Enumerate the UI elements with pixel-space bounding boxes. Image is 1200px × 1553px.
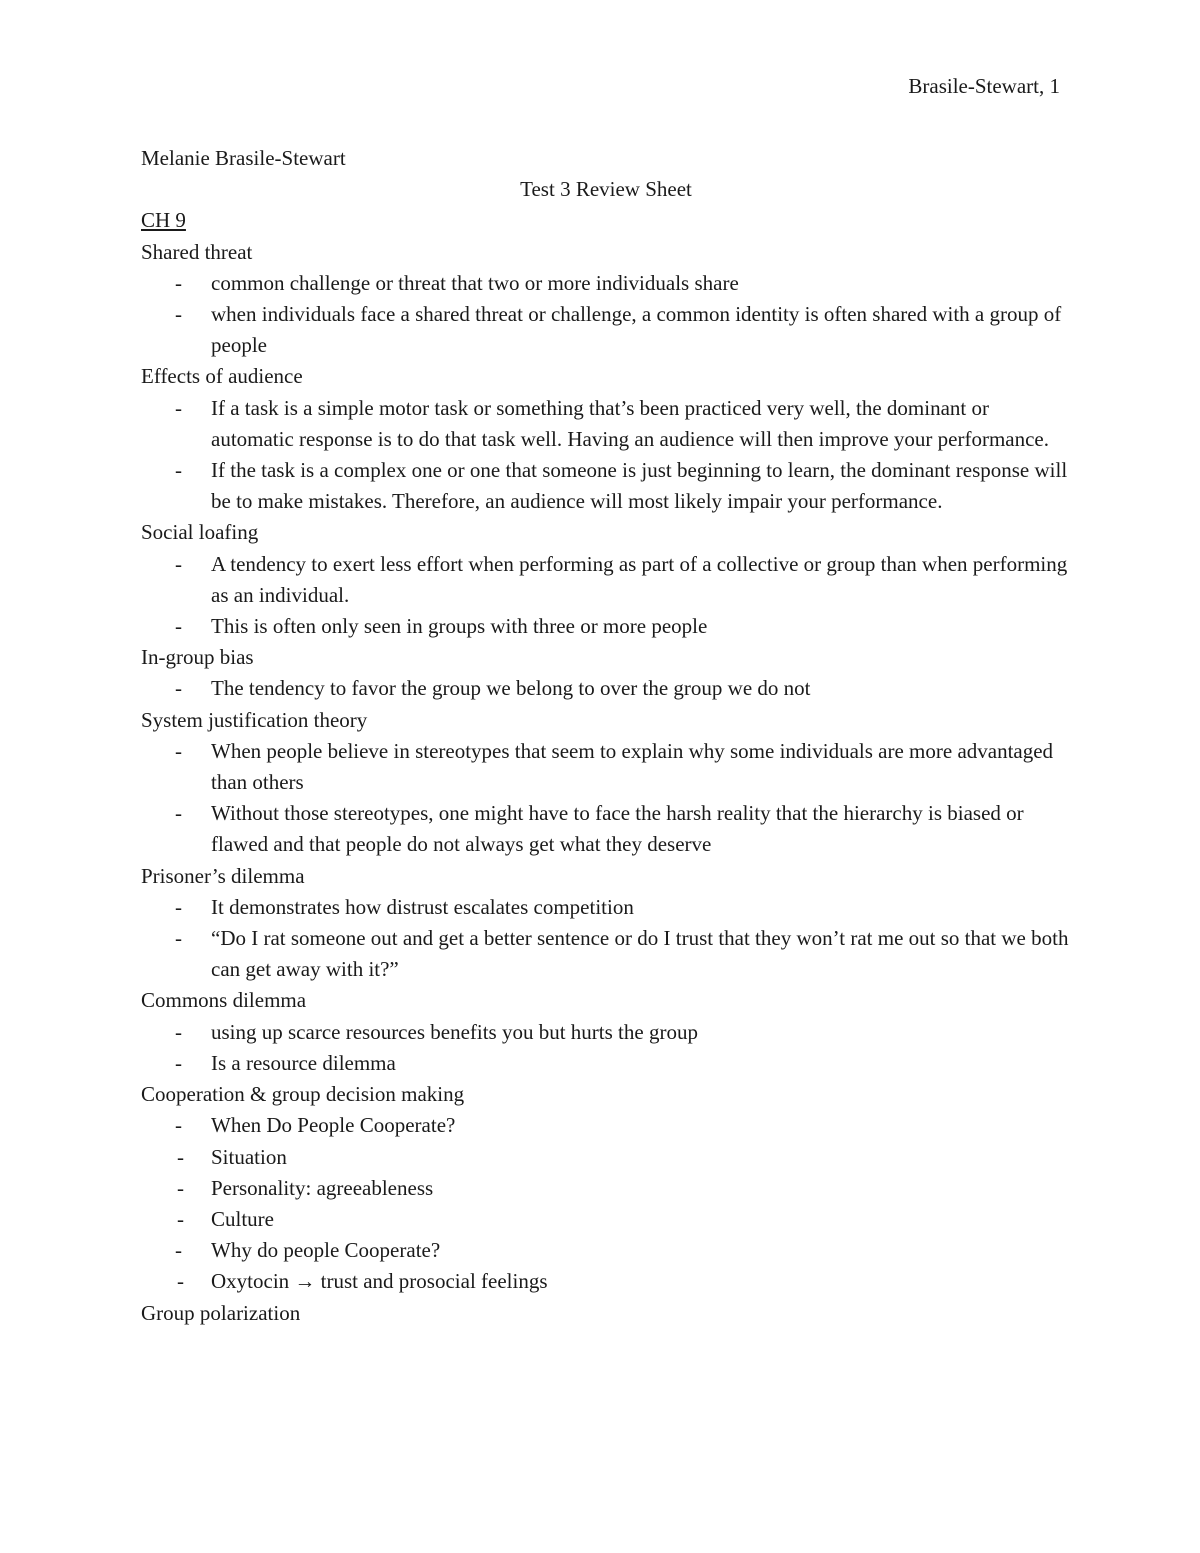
topic-heading: System justification theory (141, 707, 368, 732)
bullet-list (141, 1110, 1071, 1297)
bullet-dash: - (175, 395, 182, 420)
bullet-text: When Do People Cooperate? (211, 1113, 456, 1138)
bullet-item (141, 455, 1071, 517)
bullet-text: The tendency to favor the group we belong to over the group we do not (211, 676, 811, 701)
bullet-text: Situation (211, 1144, 287, 1169)
bullet-text: using up scarce resources benefits you but hurts the group (211, 1019, 698, 1044)
page-number-header: Brasile-Stewart, 1 (908, 74, 1060, 98)
bullet-dash: - (175, 1019, 182, 1044)
topic-heading: Group polarization (141, 1300, 301, 1325)
sub-bullet-list (141, 1266, 1071, 1297)
document-title: Test 3 Review Sheet (520, 177, 692, 202)
bullet-text: When people believe in stereotypes that seem to explain why some individuals are more advantaged than others (211, 738, 1054, 795)
topic-heading: Social loafing (141, 520, 259, 545)
sub-bullet-list (141, 1142, 1071, 1236)
bullet-text: Culture (211, 1206, 274, 1231)
bullet-dash: - (177, 1269, 184, 1294)
topic-list (141, 237, 1071, 1329)
topic-heading: Prisoner’s dilemma (141, 863, 305, 888)
bullet-item (141, 923, 1071, 985)
bullet-item (141, 1110, 1071, 1141)
bullet-text: This is often only seen in groups with three or more people (211, 614, 708, 639)
bullet-dash: - (175, 676, 182, 701)
bullet-dash: - (175, 458, 182, 483)
bullet-item (141, 892, 1071, 923)
bullet-item (141, 798, 1071, 860)
bullet-item (141, 549, 1071, 611)
bullet-text: when individuals face a shared threat or challenge, a common identity is often shared with a group of people (211, 302, 1062, 358)
bullet-item (141, 611, 1071, 642)
bullet-text: If a task is a simple motor task or something that’s been practiced very well, the dominant or automatic response is to do that task well. Having an audience will then improve your performance. (211, 395, 1050, 451)
bullet-dash: - (175, 302, 182, 327)
bullet-dash: - (175, 1238, 182, 1263)
bullet-dash: - (175, 894, 182, 919)
bullet-list (141, 892, 1071, 986)
sub-bullet-item (141, 1142, 1071, 1173)
author-name: Melanie Brasile-Stewart (141, 146, 346, 170)
bullet-item (141, 268, 1071, 299)
bullet-list (141, 549, 1071, 643)
sub-bullet-item (141, 1204, 1071, 1235)
bullet-text: A tendency to exert less effort when performing as part of a collective or group than when performing as an individual. (211, 551, 1068, 607)
bullet-dash: - (175, 551, 182, 576)
bullet-list (141, 393, 1071, 518)
bullet-item (141, 1235, 1071, 1266)
topic-heading: Shared threat (141, 239, 253, 264)
document-body (141, 143, 1071, 1329)
topic-heading: Cooperation & group decision making (141, 1082, 465, 1107)
topic-heading: Effects of audience (141, 364, 303, 389)
bullet-dash: - (175, 1113, 182, 1138)
bullet-item (141, 673, 1071, 704)
sub-bullet-item (141, 1173, 1071, 1204)
bullet-text: “Do I rat someone out and get a better sentence or do I trust that they won’t rat me out so that we both can get away with it?” (211, 926, 1069, 982)
bullet-text: It demonstrates how distrust escalates competition (211, 894, 634, 919)
bullet-dash: - (177, 1206, 184, 1231)
bullet-list (141, 268, 1071, 362)
bullet-text: Oxytocin → trust and prosocial feelings (211, 1269, 548, 1294)
bullet-list (141, 1017, 1071, 1079)
bullet-item (141, 1017, 1071, 1048)
bullet-dash: - (175, 614, 182, 639)
bullet-item (141, 299, 1071, 361)
bullet-text: common challenge or threat that two or more individuals share (211, 270, 739, 295)
bullet-dash: - (175, 1050, 182, 1075)
bullet-dash: - (175, 801, 182, 826)
bullet-text: Without those stereotypes, one might have to face the harsh reality that the hierarchy is biased or flawed and that people do not always get what they deserve (211, 801, 1024, 857)
sub-bullet-item (141, 1266, 1071, 1297)
bullet-item (141, 1048, 1071, 1079)
bullet-item (141, 736, 1071, 798)
bullet-text: Is a resource dilemma (211, 1050, 396, 1075)
bullet-text: If the task is a complex one or one that someone is just beginning to learn, the dominant response will be to make mistakes. Therefore, an audience will most likely impair your performance. (211, 458, 1068, 514)
section-heading: CH 9 (141, 208, 186, 233)
topic-heading: In-group bias (141, 645, 254, 670)
bullet-text: Personality: agreeableness (211, 1175, 434, 1200)
bullet-dash: - (175, 738, 182, 763)
bullet-list (141, 736, 1071, 861)
bullet-dash: - (177, 1144, 184, 1169)
bullet-dash: - (175, 926, 182, 951)
bullet-item (141, 393, 1071, 455)
bullet-dash: - (175, 270, 182, 295)
bullet-dash: - (177, 1175, 184, 1200)
topic-heading: Commons dilemma (141, 988, 307, 1013)
bullet-list (141, 673, 1071, 704)
bullet-text: Why do people Cooperate? (211, 1238, 441, 1263)
